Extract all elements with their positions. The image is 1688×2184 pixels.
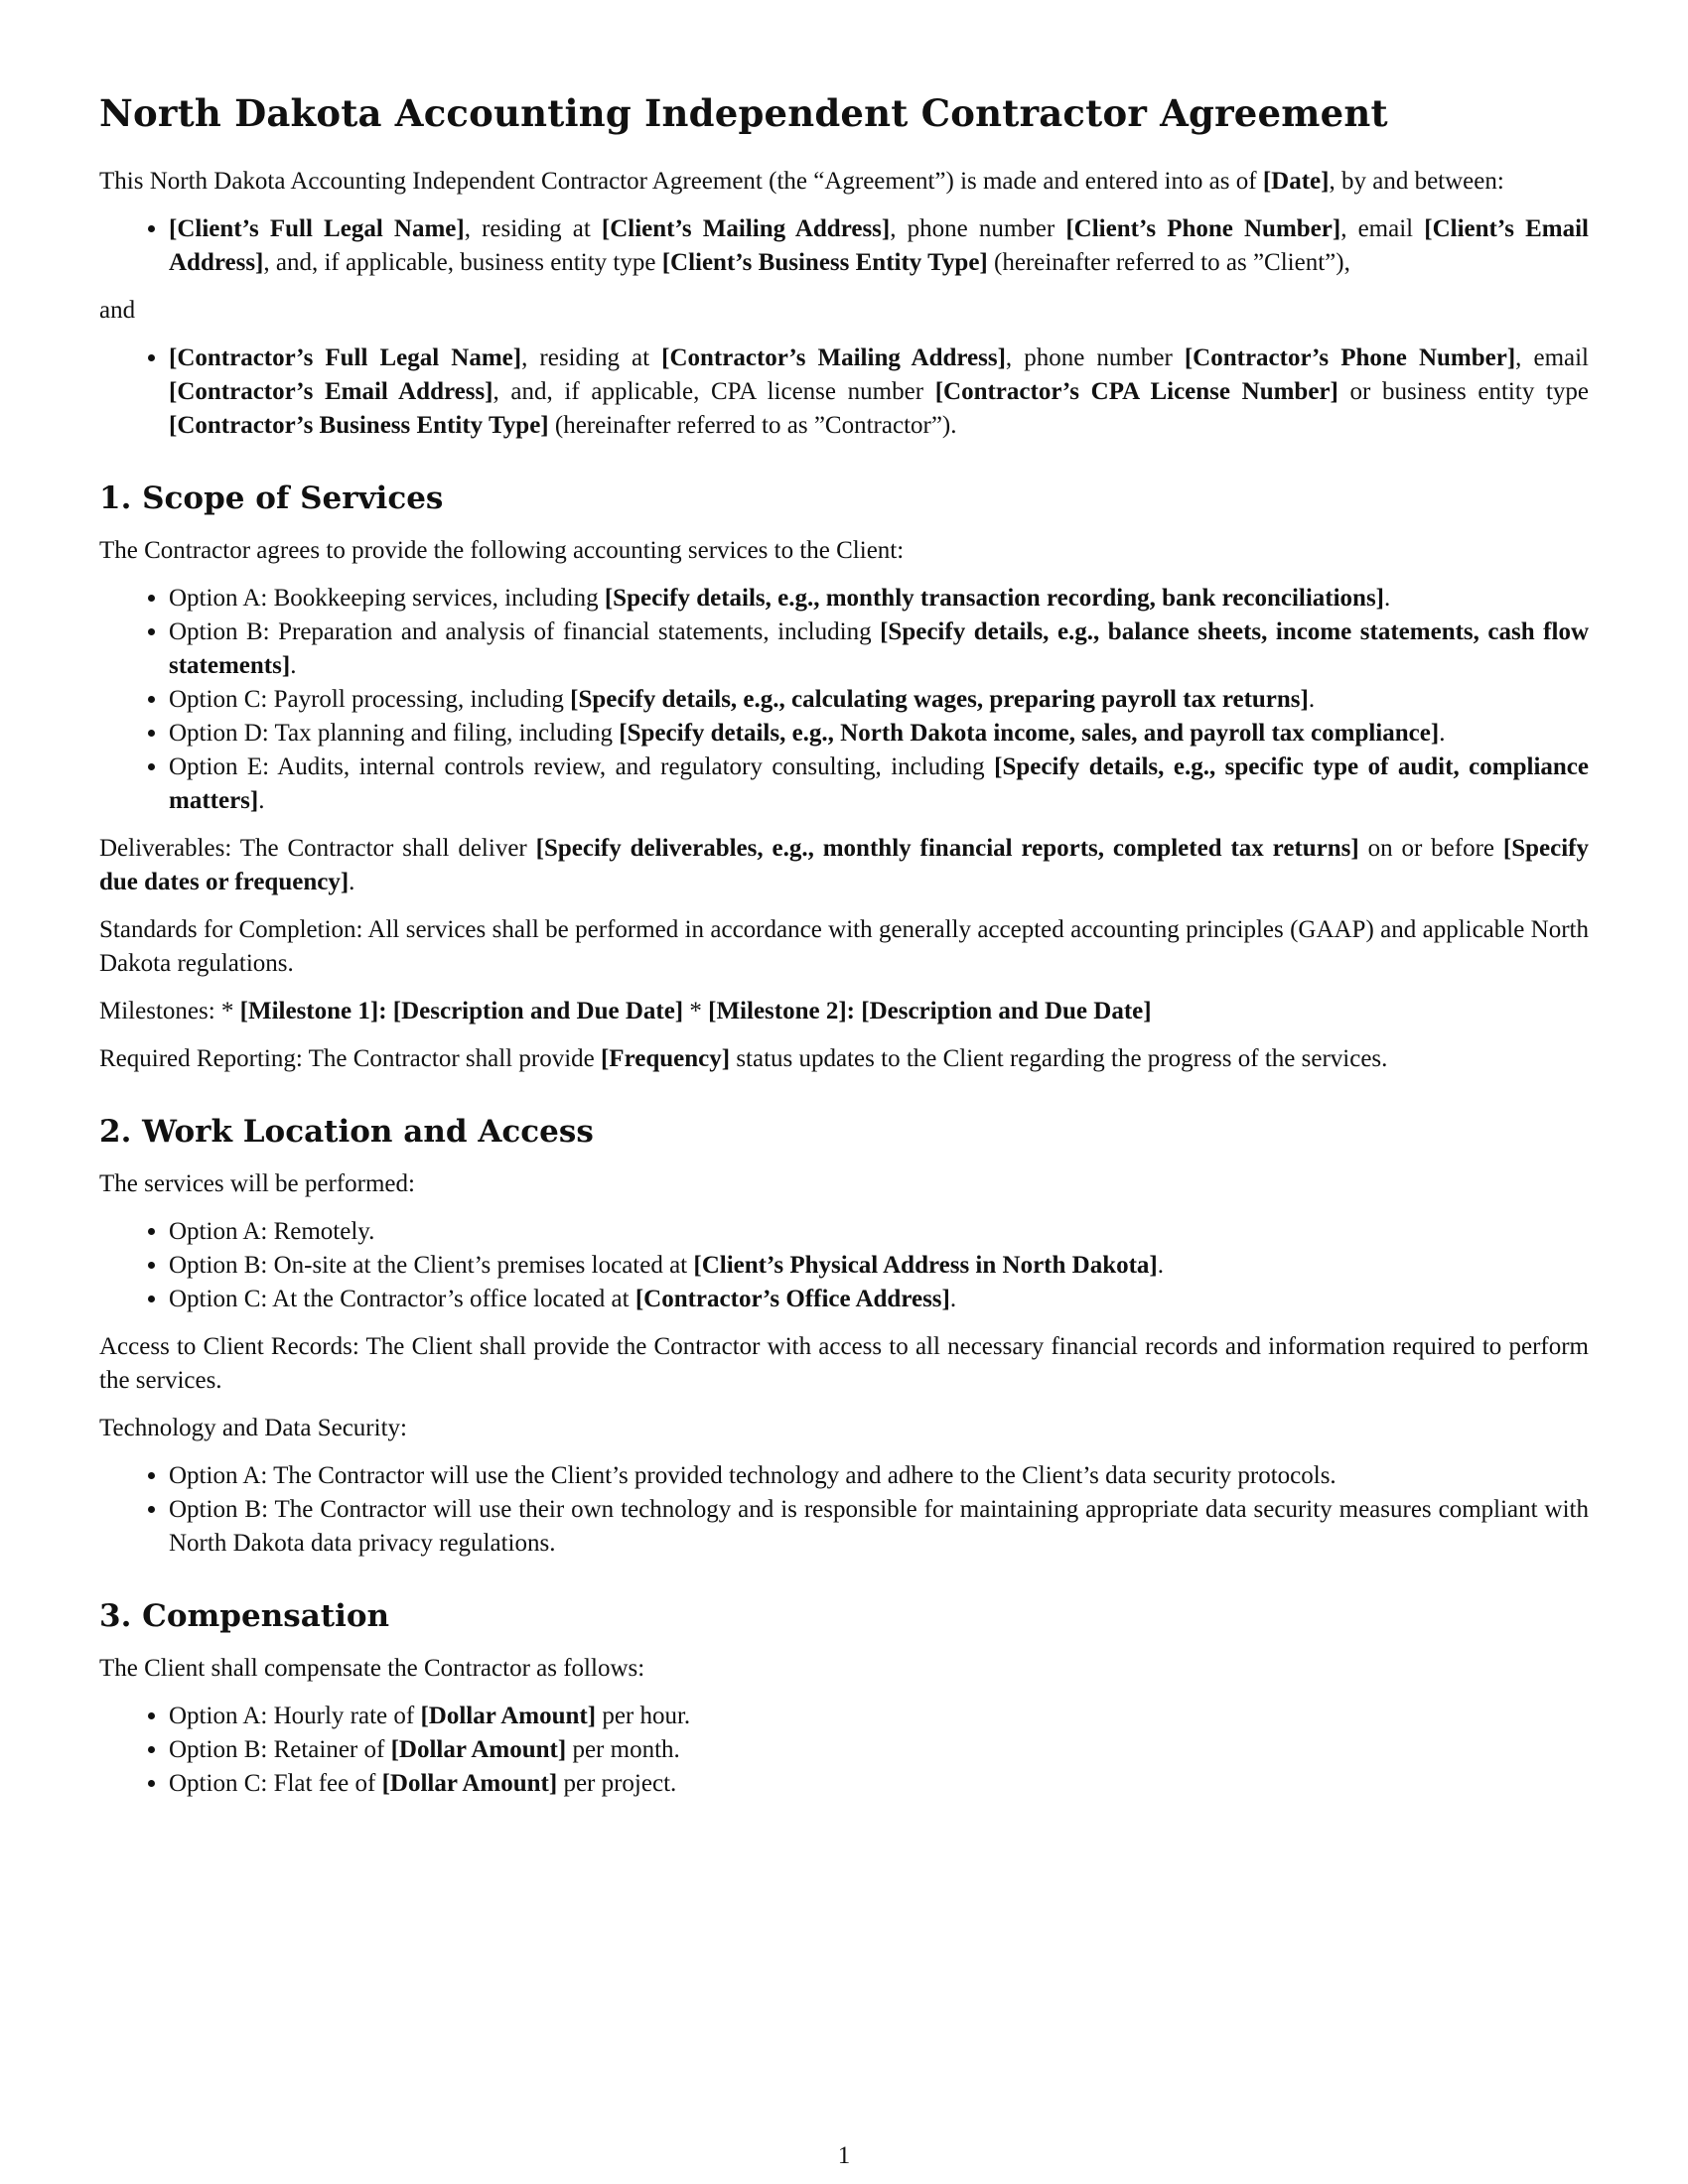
section-heading-scope: 1. Scope of Services	[99, 480, 444, 516]
reporting-paragraph: Required Reporting: The Contractor shall provide [Frequency] status updates to the Client regarding the progress of the services.	[99, 1045, 1388, 1072]
scope-intro: The Contractor agrees to provide the following accounting services to the Client:	[99, 537, 905, 564]
access-paragraph: Access to Client Records: The Client shall provide the Contractor with access to all necessary financial records and information required to perform the services.	[99, 1333, 1589, 1394]
document-title: North Dakota Accounting Independent Contractor Agreement	[99, 91, 1388, 135]
list-item: • Option B: Retainer of [Dollar Amount] per month.	[169, 1733, 1589, 1767]
list-item: • Option D: Tax planning and filing, including [Specify details, e.g., North Dakota income, sales, and payroll tax compliance].	[169, 717, 1589, 751]
location-intro: The services will be performed:	[99, 1170, 415, 1197]
deliverables-paragraph: Deliverables: The Contractor shall deliver [Specify deliverables, e.g., monthly financial reports, completed tax returns] on or before [Specify due dates or frequency].	[99, 835, 1590, 895]
client-party-item: • [Client’s Full Legal Name], residing at [Client’s Mailing Address], phone number [Client’s Phone Number], email [Client’s Email Address], and, if applicable, business entity type [Client’s Business Entity Type] (hereinafter referred to as ”Client”),	[169, 212, 1589, 280]
list-item: • Option A: Remotely.	[169, 1215, 1589, 1249]
client-party-list	[99, 212, 1589, 280]
contractor-party-item: • [Contractor’s Full Legal Name], residing at [Contractor’s Mailing Address], phone number [Contractor’s Phone Number], email [Contractor’s Email Address], and, if applicable, CPA license number [Contractor’s CPA License Number] or business entity type [Contractor’s Business Entity Type] (hereinafter referred to as ”Contractor”).	[169, 341, 1589, 443]
list-item: • Option B: On-site at the Client’s premises located at [Client’s Physical Address in North Dakota].	[169, 1249, 1589, 1283]
standards-paragraph: Standards for Completion: All services shall be performed in accordance with generally accepted accounting principles (GAAP) and applicable North Dakota regulations.	[99, 916, 1589, 977]
page-number: 1	[837, 2142, 851, 2169]
contractor-party-list	[99, 341, 1589, 443]
compensation-intro: The Client shall compensate the Contractor as follows:	[99, 1655, 645, 1682]
section-heading-compensation: 3. Compensation	[99, 1598, 390, 1634]
list-item: • Option A: Hourly rate of [Dollar Amount] per hour.	[169, 1700, 1589, 1733]
list-item: • Option B: Preparation and analysis of financial statements, including [Specify details, e.g., balance sheets, income statements, cash flow statements].	[169, 615, 1589, 683]
list-item: • Option C: Flat fee of [Dollar Amount] per project.	[169, 1767, 1589, 1801]
list-item: • Option A: Bookkeeping services, including [Specify details, e.g., monthly transaction recording, bank reconciliations].	[169, 582, 1589, 615]
location-options-list	[99, 1215, 1589, 1316]
milestones-paragraph: Milestones: * [Milestone 1]: [Description and Due Date] * [Milestone 2]: [Description and Due Date]	[99, 998, 1152, 1024]
list-item: • Option E: Audits, internal controls review, and regulatory consulting, including [Specify details, e.g., specific type of audit, compliance matters].	[169, 751, 1589, 818]
section-heading-location: 2. Work Location and Access	[99, 1114, 594, 1150]
scope-options-list	[99, 582, 1589, 818]
tech-options-list	[99, 1459, 1589, 1561]
list-item: • Option B: The Contractor will use their own technology and is responsible for maintaining appropriate data security measures compliant with North Dakota data privacy regulations.	[169, 1493, 1589, 1561]
list-item: • Option A: The Contractor will use the Client’s provided technology and adhere to the Client’s data security protocols.	[169, 1459, 1589, 1493]
list-item: • Option C: At the Contractor’s office located at [Contractor’s Office Address].	[169, 1283, 1589, 1316]
compensation-options-list	[99, 1700, 1589, 1801]
intro-paragraph: This North Dakota Accounting Independent Contractor Agreement (the “Agreement”) is made and entered into as of [Date], by and between:	[99, 168, 1504, 195]
and-text: and	[99, 297, 136, 324]
list-item: • Option C: Payroll processing, including [Specify details, e.g., calculating wages, preparing payroll tax returns].	[169, 683, 1589, 717]
document-page	[99, 87, 1589, 1815]
date-placeholder: [Date]	[1262, 168, 1330, 195]
tech-label: Technology and Data Security:	[99, 1415, 407, 1441]
